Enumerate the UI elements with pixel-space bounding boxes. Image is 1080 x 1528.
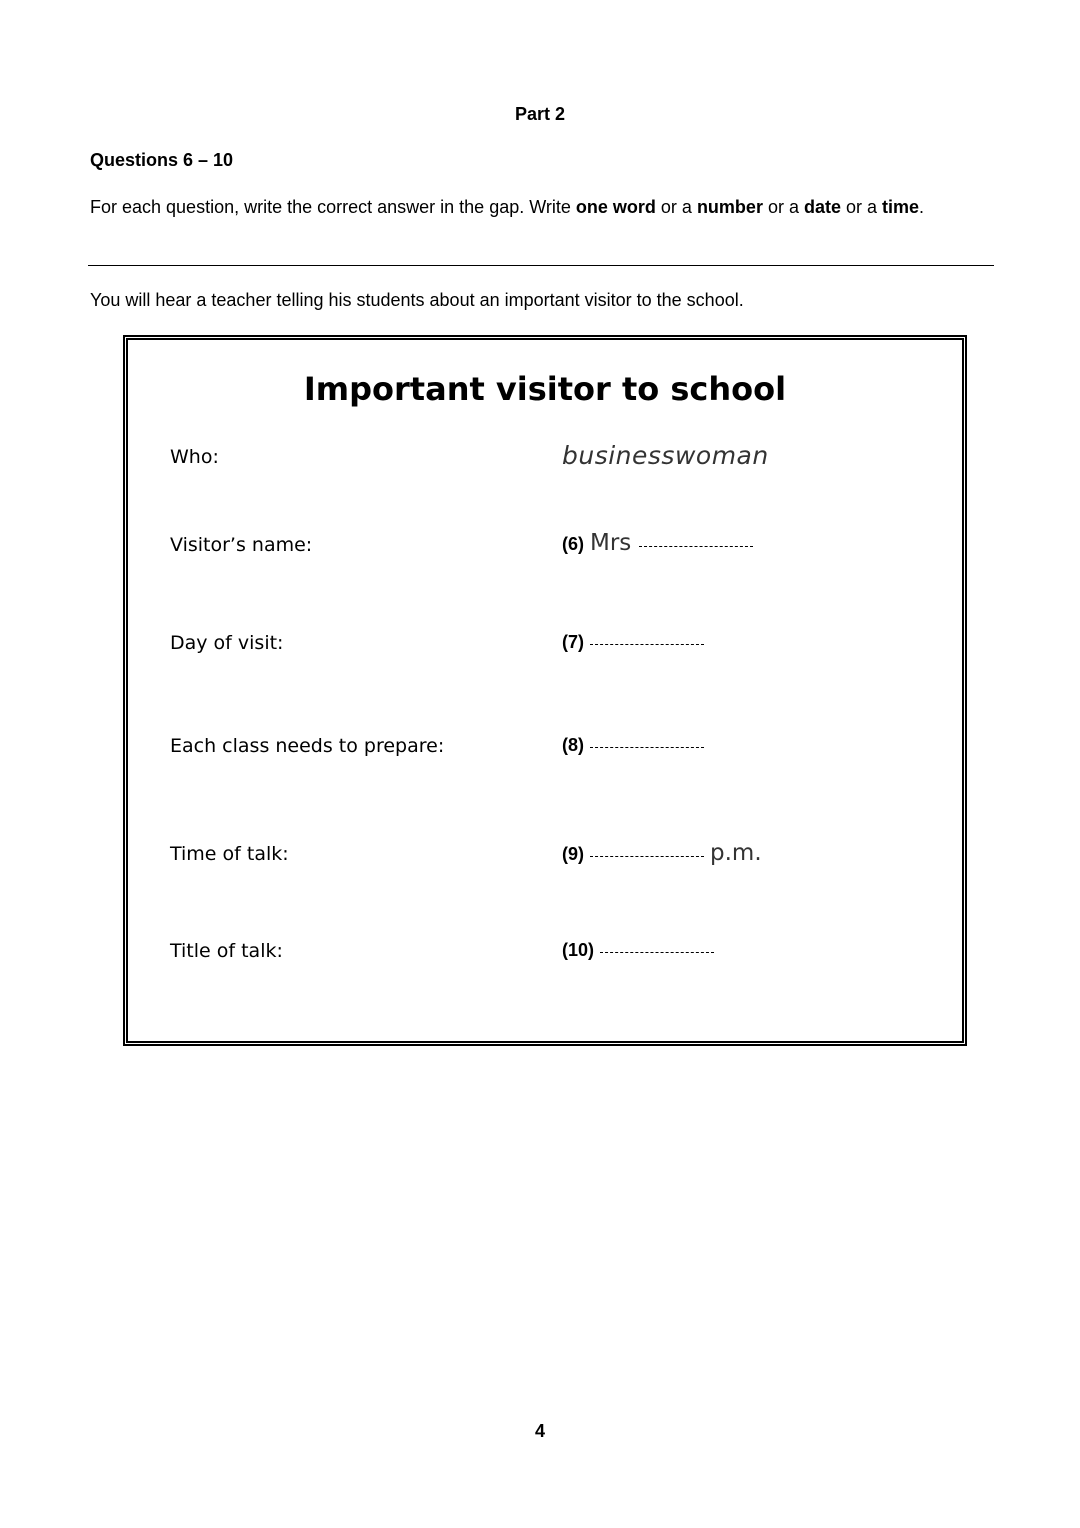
- question-number: (6): [562, 534, 584, 554]
- answer-time-of-talk: [562, 840, 762, 866]
- page-number: 4: [534, 1421, 545, 1441]
- answer-gap[interactable]: [639, 545, 753, 547]
- questions-heading: Questions 6 – 10: [90, 150, 234, 170]
- answer-class-prepare: [562, 735, 704, 756]
- answer-suffix: p.m.: [710, 840, 762, 866]
- answer-day-of-visit: [562, 632, 704, 653]
- part-heading: Part 2: [514, 104, 566, 124]
- context-text: You will hear a teacher telling his students about an important visitor to the school.: [90, 290, 744, 310]
- question-number: (10): [562, 940, 595, 960]
- label-class-prepare: Each class needs to prepare:: [170, 735, 445, 757]
- answer-title-of-talk: [562, 940, 714, 961]
- label-who: Who:: [170, 446, 219, 468]
- answer-gap[interactable]: [590, 855, 704, 857]
- divider: [88, 265, 994, 266]
- question-number: (8): [562, 735, 584, 755]
- label-title-of-talk: Title of talk:: [170, 940, 283, 962]
- question-number: (9): [562, 844, 584, 864]
- instructions: For each question, write the correct answer in the gap. Write one word or a number or a date or a time.: [90, 197, 925, 217]
- label-time-of-talk: Time of talk:: [170, 843, 289, 865]
- answer-who: [562, 441, 769, 470]
- example-answer: businesswoman: [562, 441, 769, 470]
- question-number: (7): [562, 632, 584, 652]
- answer-prefix: Mrs: [590, 530, 632, 556]
- label-day-of-visit: Day of visit:: [170, 632, 284, 654]
- answer-gap[interactable]: [590, 643, 704, 645]
- answer-visitor-name: [562, 530, 753, 556]
- label-visitor-name: Visitor’s name:: [170, 534, 313, 556]
- answer-gap[interactable]: [600, 951, 714, 953]
- answer-gap[interactable]: [590, 746, 704, 748]
- form-title: Important visitor to school: [303, 370, 787, 408]
